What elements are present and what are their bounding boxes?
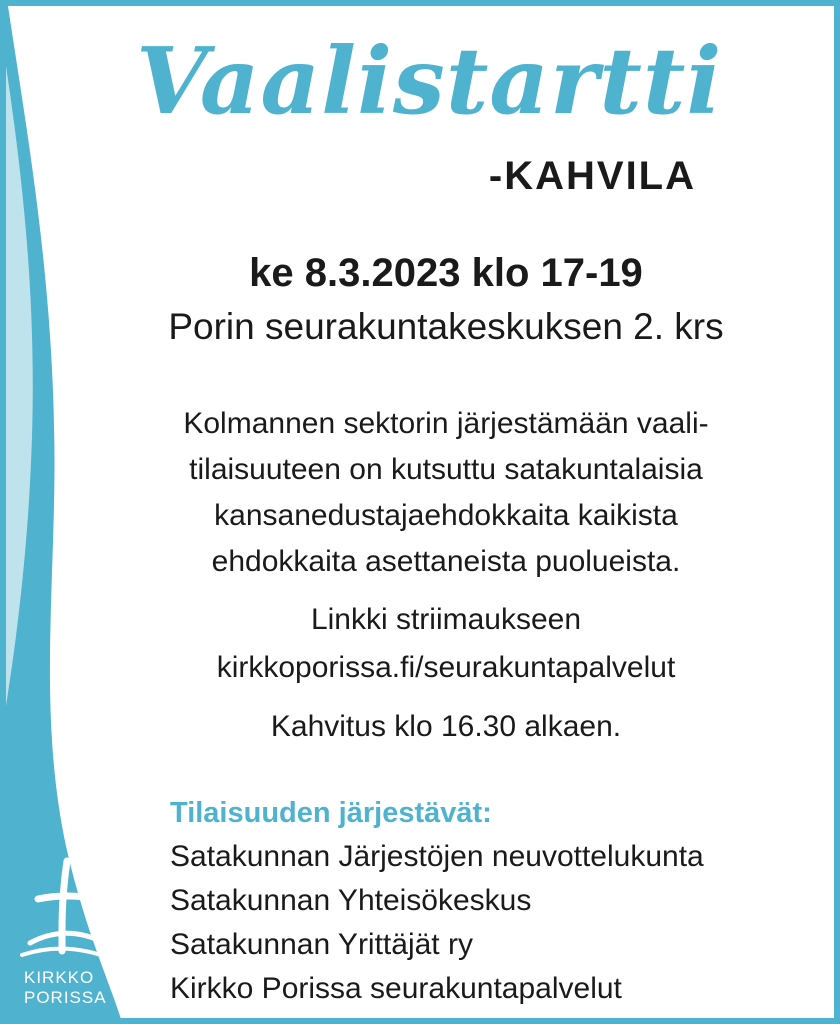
stream-label: Linkki striimaukseen — [310, 603, 582, 636]
organizer-item: Satakunnan Yrittäjät ry — [170, 928, 473, 961]
event-subtitle: -KAHVILA — [488, 154, 696, 198]
organizer-item: Satakunnan Järjestöjen neuvottelukunta — [170, 840, 704, 873]
stream-link: kirkkoporissa.fi/seurakuntapalvelut — [216, 651, 676, 684]
organizers-heading: Tilaisuuden järjestävät: — [170, 797, 492, 829]
coffee-info: Kahvitus klo 16.30 alkaen. — [270, 710, 622, 743]
logo-line-1: KIRKKO — [24, 968, 95, 987]
organizer-item: Kirkko Porissa seurakuntapalvelut — [170, 972, 622, 1005]
organizer-item: Satakunnan Yhteisökeskus — [170, 884, 532, 917]
logo-text — [24, 968, 107, 1008]
logo-line-2: PORISSA — [24, 988, 107, 1007]
organizers-list — [170, 835, 704, 1011]
description-line: Kolmannen sektorin järjestämään vaali- — [183, 407, 709, 440]
event-title: Vaalistartti — [136, 27, 723, 135]
organizers — [170, 791, 704, 1011]
description-line: tilaisuuteen on kutsuttu satakuntalaisia — [189, 453, 703, 486]
event-date-time: ke 8.3.2023 klo 17-19 — [249, 251, 643, 295]
event-location: Porin seurakuntakeskuksen 2. krs — [168, 306, 724, 347]
description-line: ehdokkaita asettaneista puolueista. — [211, 545, 681, 578]
description-line: kansanedustajaehdokkaita kaikista — [214, 499, 678, 532]
stream-info — [6, 596, 840, 692]
event-description — [6, 401, 840, 585]
